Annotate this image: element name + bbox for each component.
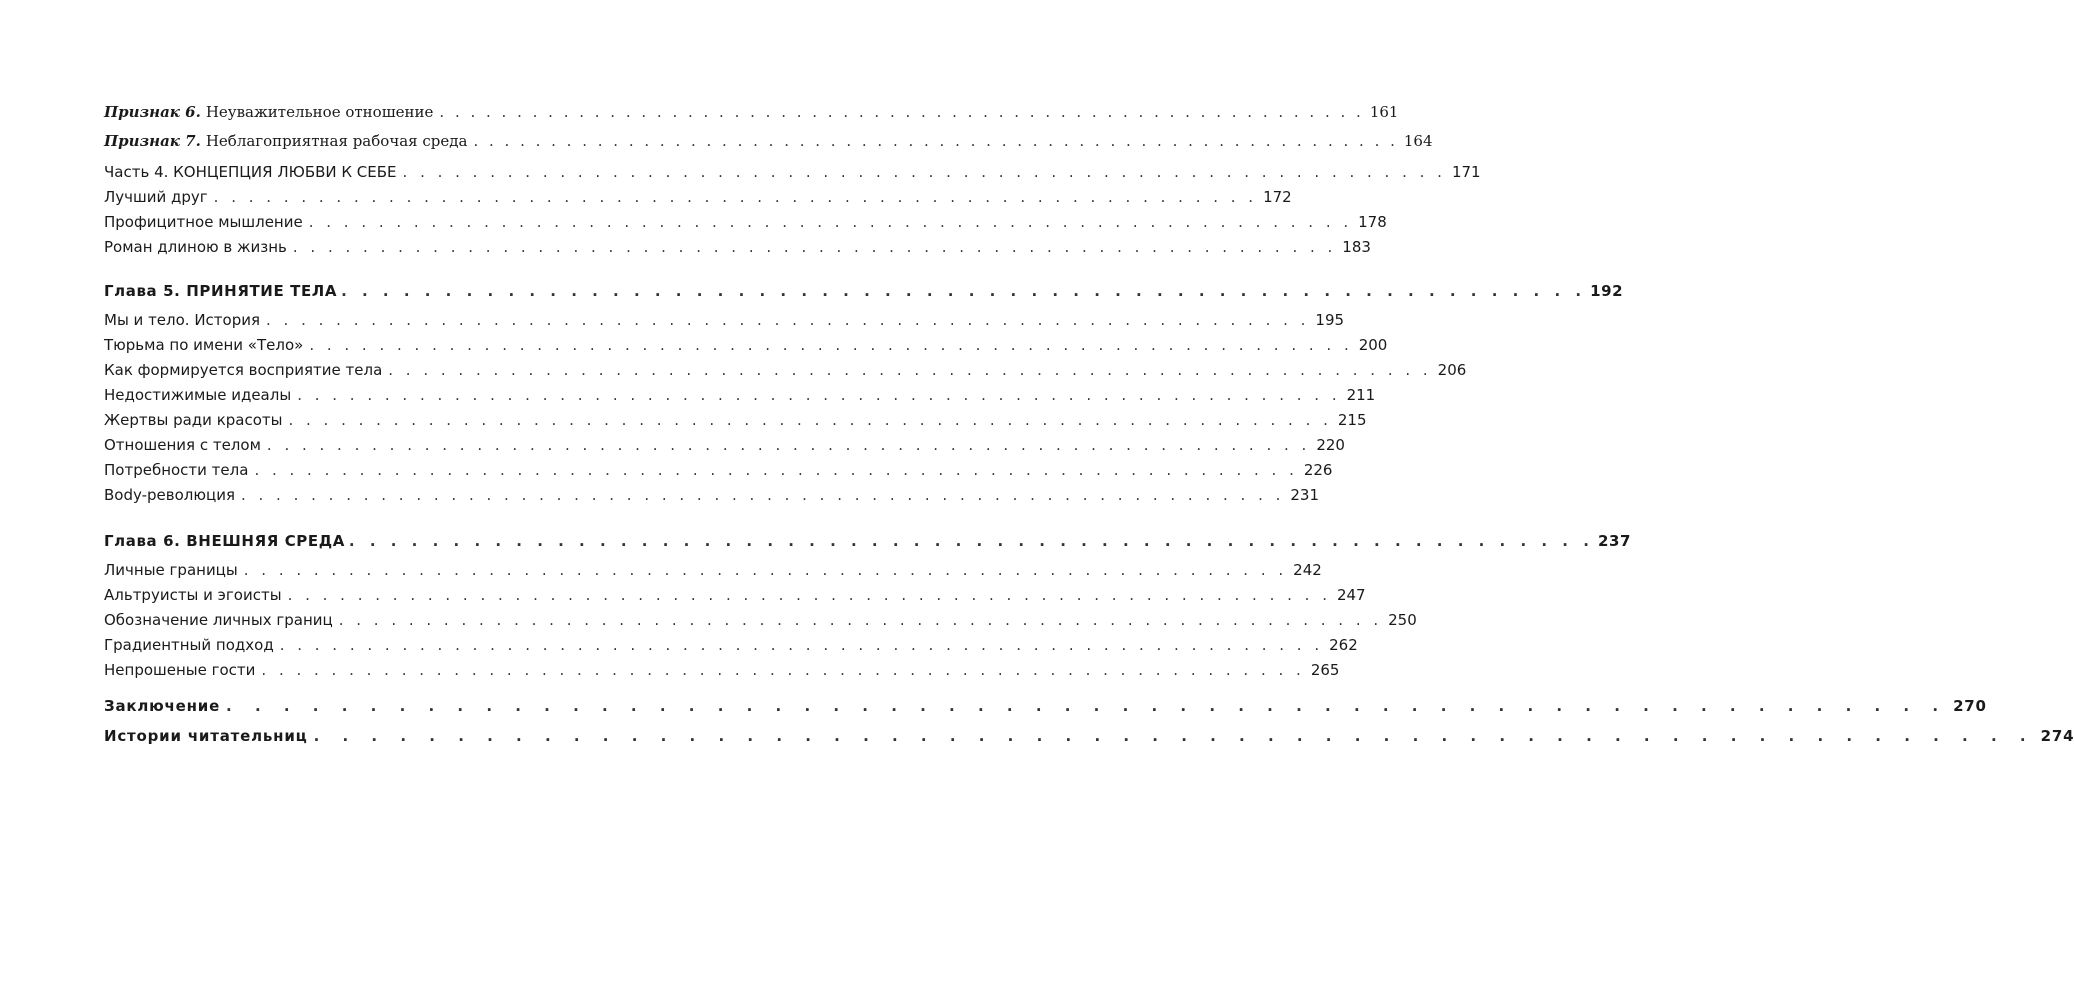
page-number: 161 (1369, 103, 1399, 121)
toc-entry (104, 185, 1292, 210)
dot-leader (244, 558, 1287, 583)
toc-entry-conclusion (104, 691, 1987, 721)
dot-leader (226, 691, 1947, 721)
page-number: 226 (1303, 461, 1333, 479)
page-number: 192 (1590, 282, 1624, 300)
entry-title: Body-революция (104, 486, 235, 504)
dot-leader (339, 608, 1382, 633)
entry-title: Мы и тело. История (104, 311, 261, 329)
dot-leader (280, 633, 1323, 658)
dot-leader (297, 383, 1340, 408)
entry-title: Роман длиною в жизнь (104, 238, 287, 256)
entry-title: Лучший друг (104, 188, 208, 206)
page-number: 211 (1346, 386, 1376, 404)
dot-leader (473, 127, 1397, 156)
toc-entry (104, 558, 1322, 583)
toc-entry (104, 608, 1417, 633)
toc-entry (104, 333, 1388, 358)
page-number: 171 (1451, 163, 1481, 181)
toc-entry-sign-7 (104, 127, 1433, 156)
dot-leader (293, 235, 1336, 260)
entry-title: Недостижимые идеалы (104, 386, 292, 404)
toc-entry (104, 383, 1376, 408)
toc-entry (104, 458, 1333, 483)
dot-leader (261, 658, 1304, 683)
page-number: 247 (1336, 586, 1366, 604)
page-number: 265 (1310, 661, 1340, 679)
page-number: 242 (1293, 561, 1322, 579)
page-number: 215 (1337, 411, 1367, 429)
toc-chapter-6-heading (104, 528, 1632, 554)
toc-entry (104, 235, 1371, 260)
toc-entry (104, 433, 1345, 458)
dot-leader (266, 308, 1309, 333)
toc-entry (104, 308, 1345, 333)
dot-leader (314, 721, 2035, 751)
toc-chapter-5-heading (104, 278, 1624, 304)
entry-title: Неуважительное отношение (205, 103, 434, 121)
page-number: 164 (1403, 132, 1433, 150)
dot-leader (309, 333, 1352, 358)
table-of-contents (104, 98, 2074, 751)
page-number: 195 (1315, 311, 1345, 329)
entry-title: Как формируется восприятие тела (104, 361, 383, 379)
dot-leader (288, 408, 1331, 433)
dot-leader (254, 458, 1297, 483)
toc-entry (104, 658, 1340, 683)
dot-leader (439, 98, 1363, 127)
entry-title: Личные границы (104, 561, 238, 579)
entry-title: Неблагоприятная рабочая среда (205, 132, 468, 150)
entry-title: Непрошеные гости (104, 661, 256, 679)
toc-entry-part-4 (104, 160, 1481, 185)
page-number: 270 (1953, 697, 1987, 715)
dot-leader (214, 185, 1257, 210)
dot-leader (241, 483, 1284, 508)
page-number: 250 (1388, 611, 1417, 629)
dot-leader (403, 160, 1446, 185)
dot-leader (388, 358, 1431, 383)
dot-leader (267, 433, 1310, 458)
sign-label: Признак 6. (104, 103, 201, 121)
chapter-title: Глава 6. ВНЕШНЯЯ СРЕДА (104, 532, 345, 550)
entry-title: Обозначение личных границ (104, 611, 333, 629)
page-number: 274 (2040, 727, 2074, 745)
entry-title: Истории читательниц (104, 727, 308, 745)
chapter-title: Глава 5. ПРИНЯТИЕ ТЕЛА (104, 282, 338, 300)
dot-leader (288, 583, 1331, 608)
dot-leader (341, 278, 1586, 304)
page-number: 231 (1290, 486, 1320, 504)
page-number: 206 (1437, 361, 1467, 379)
entry-title: Тюрьма по имени «Тело» (104, 336, 304, 354)
page-number: 183 (1342, 238, 1371, 256)
page-number: 172 (1263, 188, 1292, 206)
toc-entry (104, 358, 1467, 383)
entry-title: Часть 4. КОНЦЕПЦИЯ ЛЮБВИ К СЕБЕ (104, 163, 397, 181)
page-number: 200 (1358, 336, 1388, 354)
dot-leader (309, 210, 1352, 235)
toc-entry (104, 210, 1387, 235)
entry-title: Профицитное мышление (104, 213, 303, 231)
toc-entry (104, 633, 1358, 658)
page-number: 262 (1329, 636, 1358, 654)
entry-title: Градиентный подход (104, 636, 274, 654)
toc-entry (104, 483, 1320, 508)
entry-title: Отношения с телом (104, 436, 261, 454)
entry-title: Альтруисты и эгоисты (104, 586, 282, 604)
page-number: 237 (1597, 532, 1632, 550)
entry-title: Потребности тела (104, 461, 249, 479)
entry-title: Жертвы ради красоты (104, 411, 283, 429)
sign-label: Признак 7. (104, 132, 201, 150)
page-number: 178 (1358, 213, 1387, 231)
toc-entry-reader-stories (104, 721, 2074, 751)
toc-entry (104, 408, 1367, 433)
toc-entry-sign-6 (104, 98, 1399, 127)
toc-entry (104, 583, 1366, 608)
dot-leader (349, 528, 1594, 554)
entry-title: Заключение (104, 697, 221, 715)
page-number: 220 (1316, 436, 1345, 454)
